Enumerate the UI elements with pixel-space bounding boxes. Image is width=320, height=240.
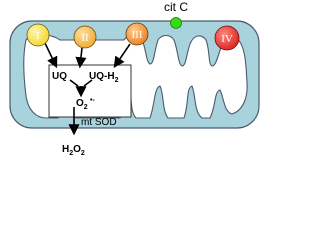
- uqh2-label: $UQ-H_2$: [89, 71, 119, 84]
- superoxide-radical-mark: •-: [90, 97, 95, 104]
- h2o2-label: $H_2O_2$: [62, 144, 85, 157]
- cyt-c-circle: [171, 18, 182, 29]
- complex-III-label: III: [131, 29, 143, 41]
- complex-II: [74, 26, 96, 48]
- uq-label: UQ: [52, 71, 67, 82]
- o2-label: $O_2$: [76, 98, 88, 111]
- cyt-c-label: cit C: [164, 0, 188, 14]
- complex-IV: [215, 26, 239, 50]
- mt-sod-label: mt SOD: [81, 117, 117, 128]
- complex-I: [27, 24, 49, 46]
- complex-IV-label: IV: [221, 33, 233, 45]
- complex-I-label: I: [36, 30, 40, 42]
- complex-II-label: II: [81, 32, 89, 44]
- complex-III: [126, 23, 148, 45]
